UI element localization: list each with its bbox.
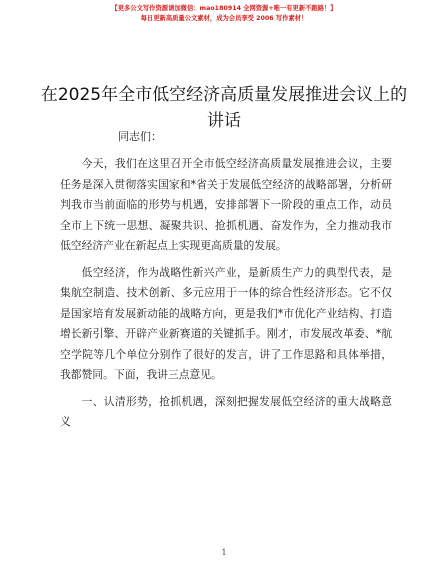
salutation: 同志们：: [118, 130, 162, 143]
promo-banner: [0, 4, 448, 24]
page-number: 1: [221, 548, 227, 557]
promo-banner-line-1: 【更多公文写作资源请加微信：mao180914 全网资源+唯一有更新不跑路！】: [111, 5, 337, 12]
promo-banner-line-2: 每日更新高质量公文素材，成为会员享受 2006 写作素材！: [140, 15, 308, 22]
document-body: [60, 154, 392, 439]
paragraph-2: 低空经济，作为战略性新兴产业，是新质生产力的典型代表，是集航空制造、技术创新、多元应用于一体的综合性经济形态。它不仅是国家培育发展新动能的战略方向，更是我们*市优化产业结构、打造增长新引擎、开辟产业新赛道的关键抓手。刚才，市发展改革委、*航空学院等几个单位分别作了很好的发言，讲了工作思路和具体举措，我都赞同。下面，我讲三点意见。: [60, 265, 392, 381]
paragraph-1: 今天，我们在这里召开全市低空经济高质量发展推进会议，主要任务是深入贯彻落实国家和*省关于发展低空经济的战略部署，分析研判我市当前面临的形势与机遇，安排部署下一阶段的重点工作，动员全市上下统一思想、凝聚共识、抢抓机遇、奋发作为，全力推动我市低空经济产业在新起点上实现更高质量的发展。: [60, 157, 392, 252]
section-heading-1: 一、认清形势，抢抓机遇，深刻把握发展低空经济的重大战略意义: [60, 394, 392, 428]
document-title: 在2025年全市低空经济高质量发展推进会议上的讲话: [40, 85, 408, 131]
